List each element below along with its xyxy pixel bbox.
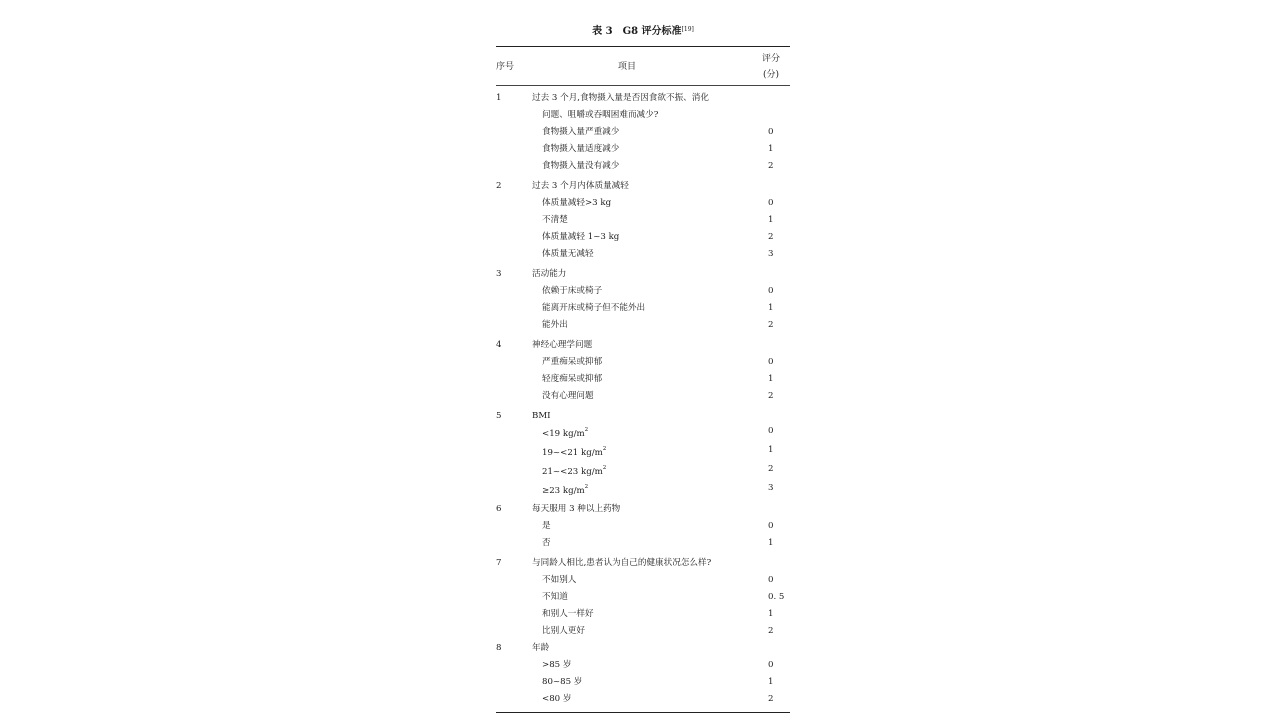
row-question: 年龄 — [532, 643, 550, 653]
table-row — [496, 444, 790, 463]
row-question: 过去 3 个月,食物摄入量是否因食欲不振、消化 — [532, 93, 709, 103]
option-label: 食物摄入量没有减少 — [542, 161, 620, 171]
table-row — [496, 535, 790, 552]
option-label: 和别人一样好 — [542, 609, 594, 619]
row-question: 活动能力 — [532, 269, 567, 279]
option-label: 是 — [542, 521, 551, 531]
option-score: 2 — [768, 320, 774, 330]
table-row — [496, 640, 790, 657]
row-number: 7 — [496, 558, 502, 568]
option-score: 0 — [768, 127, 774, 137]
option-score: 2 — [768, 694, 774, 704]
unit-superscript: 2 — [602, 465, 607, 471]
option-score: 1 — [768, 144, 774, 154]
table-row — [496, 482, 790, 501]
table-row — [496, 674, 790, 691]
row-number: 3 — [496, 269, 502, 279]
option-label: 严重痴呆或抑郁 — [542, 357, 603, 367]
option-label: 能外出 — [542, 320, 568, 330]
option-label: 没有心理问题 — [542, 391, 594, 401]
option-label — [542, 444, 606, 463]
unit-superscript: 2 — [602, 446, 607, 452]
option-score: 0 — [768, 357, 774, 367]
table-row — [496, 354, 790, 371]
option-label: 比别人更好 — [542, 626, 585, 636]
caption-prefix: 表 3 — [592, 26, 613, 37]
option-label-text: ≥23 kg/m — [542, 486, 585, 496]
option-score: 1 — [768, 538, 774, 548]
table-row — [496, 246, 790, 263]
row-question: BMI — [532, 411, 551, 421]
option-score: 2 — [768, 464, 774, 474]
table-row — [496, 158, 790, 175]
table-row — [496, 337, 790, 354]
option-label-text: <19 kg/m — [542, 429, 585, 439]
header-score-line1: 评分 — [761, 54, 780, 64]
table-row — [496, 371, 790, 388]
option-label: 不清楚 — [542, 215, 568, 225]
row-question: 每天服用 3 种以上药物 — [532, 504, 621, 514]
header-no: 序号 — [496, 62, 515, 72]
option-label — [542, 425, 588, 444]
table-header — [496, 47, 790, 85]
table-row — [496, 90, 790, 107]
option-label: 能离开床或椅子但不能外出 — [542, 303, 646, 313]
table-row — [496, 408, 790, 425]
row-number: 8 — [496, 643, 502, 653]
option-score: 1 — [768, 445, 774, 455]
option-score: 0 — [768, 660, 774, 670]
table-row — [496, 300, 790, 317]
table-row — [496, 463, 790, 482]
table-row — [496, 425, 790, 444]
caption-reference: [19] — [681, 26, 694, 33]
row-number: 5 — [496, 411, 502, 421]
row-question: 神经心理学问题 — [532, 340, 593, 350]
header-score-line2: (分) — [762, 70, 780, 80]
table-row — [496, 572, 790, 589]
option-score: 1 — [768, 303, 774, 313]
option-label: 体质量减轻>3 kg — [542, 198, 612, 208]
table-row — [496, 141, 790, 158]
row-number: 6 — [496, 504, 502, 514]
unit-superscript: 2 — [584, 427, 589, 433]
table-row — [496, 606, 790, 623]
table-bottom-rule — [496, 712, 790, 713]
table-row — [496, 691, 790, 708]
option-label: 不知道 — [542, 592, 568, 602]
option-label: 否 — [542, 538, 551, 548]
option-label: 食物摄入量适度减少 — [542, 144, 620, 154]
table-row — [496, 124, 790, 141]
option-label: 依赖于床或椅子 — [542, 286, 603, 296]
table-row — [496, 107, 790, 124]
option-score: 3 — [768, 249, 774, 259]
row-number: 4 — [496, 340, 502, 350]
option-score: 0 — [768, 575, 774, 585]
table-row — [496, 317, 790, 334]
table-body — [496, 86, 790, 712]
table-row — [496, 388, 790, 405]
caption-title: G8 评分标准 — [622, 26, 682, 37]
document-table — [496, 26, 790, 713]
table-row — [496, 178, 790, 195]
table-row — [496, 266, 790, 283]
option-score: 1 — [768, 677, 774, 687]
option-score: 0 — [768, 521, 774, 531]
table-row — [496, 501, 790, 518]
table-caption — [496, 26, 790, 40]
option-label: <80 岁 — [542, 694, 572, 704]
table-row — [496, 518, 790, 535]
option-score: 0 — [768, 286, 774, 296]
unit-superscript: 2 — [584, 484, 589, 490]
table-row — [496, 657, 790, 674]
row-number: 1 — [496, 93, 502, 103]
option-label: 80~85 岁 — [542, 677, 583, 687]
option-score: 3 — [768, 483, 774, 493]
option-score: 0. 5 — [768, 592, 785, 602]
row-number: 2 — [496, 181, 502, 191]
option-label: 轻度痴呆或抑郁 — [542, 374, 603, 384]
option-label-text: 21~<23 kg/m — [542, 467, 603, 477]
table-row — [496, 212, 790, 229]
option-score: 2 — [768, 161, 774, 171]
option-label — [542, 463, 606, 482]
option-score: 2 — [768, 626, 774, 636]
option-label-text: 19~<21 kg/m — [542, 448, 603, 458]
table-row — [496, 229, 790, 246]
option-label: 体质量无减轻 — [542, 249, 594, 259]
option-label: 体质量减轻 1~3 kg — [542, 232, 620, 242]
table-row — [496, 623, 790, 640]
option-score: 0 — [768, 198, 774, 208]
option-score: 1 — [768, 374, 774, 384]
option-score: 2 — [768, 391, 774, 401]
option-label: 食物摄入量严重减少 — [542, 127, 620, 137]
row-question-continued: 问题、咀嚼或吞咽困难而减少? — [542, 110, 659, 120]
option-label: >85 岁 — [542, 660, 572, 670]
header-score — [756, 51, 786, 83]
option-label: 不如别人 — [542, 575, 577, 585]
header-item: 项目 — [618, 62, 637, 72]
option-score: 1 — [768, 215, 774, 225]
table-row — [496, 555, 790, 572]
table-row — [496, 195, 790, 212]
option-score: 0 — [768, 426, 774, 436]
option-score: 2 — [768, 232, 774, 242]
table-row — [496, 283, 790, 300]
table-row — [496, 589, 790, 606]
option-score: 1 — [768, 609, 774, 619]
row-question: 与同龄人相比,患者认为自己的健康状况怎么样? — [532, 558, 712, 568]
option-label — [542, 482, 588, 501]
row-question: 过去 3 个月内体质量减轻 — [532, 181, 629, 191]
